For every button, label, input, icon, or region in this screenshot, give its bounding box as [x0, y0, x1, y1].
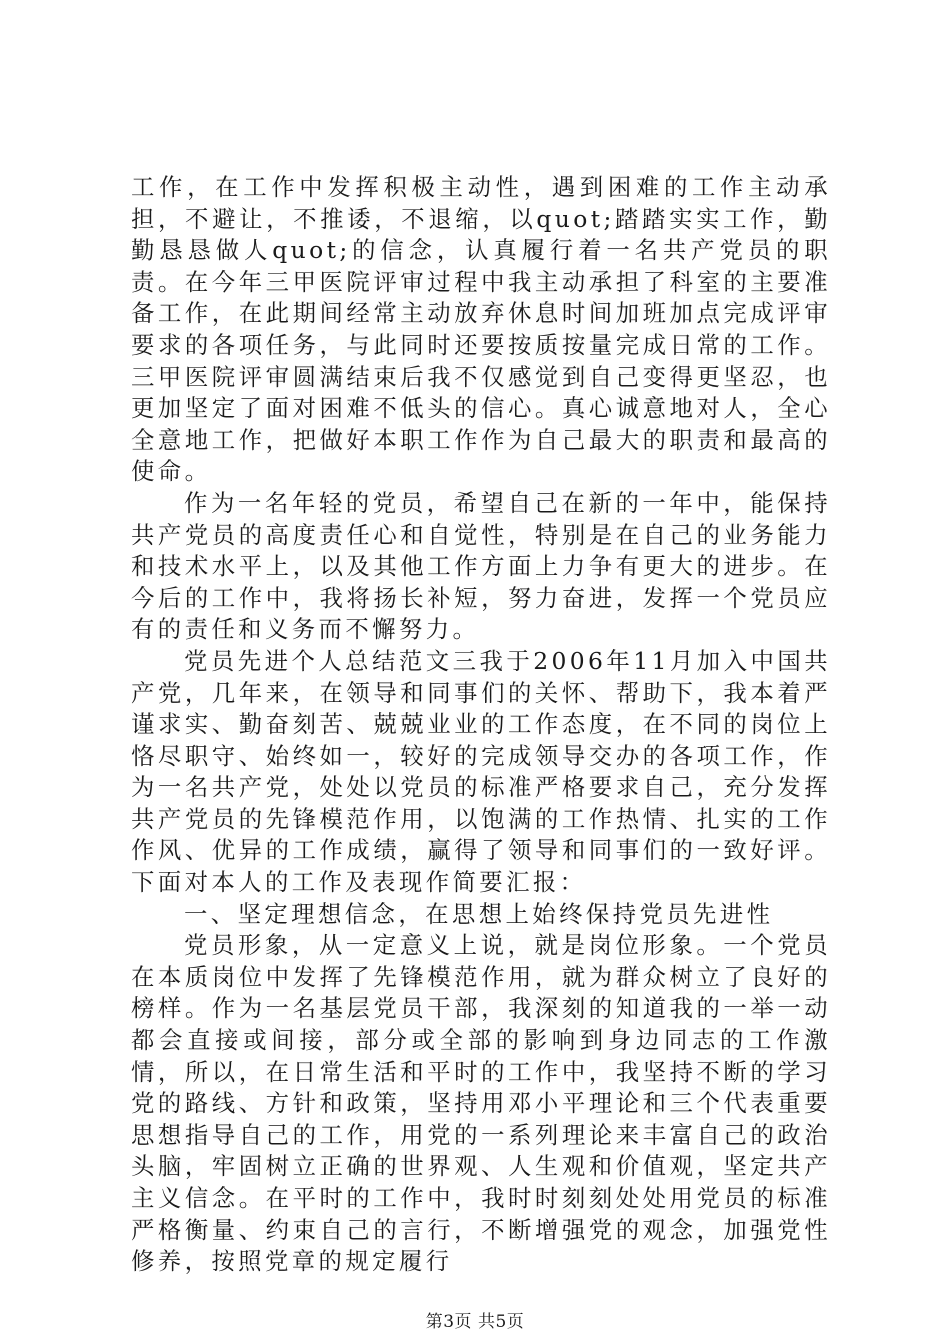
section-heading: 一、坚定理想信念，在思想上始终保持党员先进性 [184, 899, 774, 928]
paragraph-young-member: 作为一名年轻的党员，希望自己在新的一年中，能保持共产党员的高度责任心和自觉性，特别是在自己的业务能力和技术水平上，以及其他工作方面上力争有更大的进步。在今后的工作中，我将扬长补短，努力奋进，发挥一个党员应有的责任和义务而不懈努力。 [131, 488, 831, 644]
document-body [131, 172, 831, 1278]
page-number: 第3页 共5页 [425, 1312, 525, 1332]
paragraph-summary-three: 党员先进个人总结范文三我于2006年11月加入中国共产党，几年来，在领导和同事们的关怀、帮助下，我本着严谨求实、勤奋刻苦、兢兢业业的工作态度，在不同的岗位上恪尽职守、始终如一，较好的完成领导交办的各项工作，作为一名共产党，处处以党员的标准严格要求自己，充分发挥共产党员的先锋模范作用，以饱满的工作热情、扎实的工作作风、优异的工作成绩，赢得了领导和同事们的一致好评。下面对本人的工作及表现作简要汇报： [131, 646, 831, 897]
paragraph-member-image: 党员形象，从一定意义上说，就是岗位形象。一个党员在本质岗位中发挥了先锋模范作用，就为群众树立了良好的榜样。作为一名基层党员干部，我深刻的知道我的一举一动都会直接或间接，部分或全部的影响到身边同志的工作激情，所以，在日常生活和平时的工作中，我坚持不断的学习党的路线、方针和政策，坚持用邓小平理论和三个代表重要思想指导自己的工作，用党的一系列理论来丰富自己的政治头脑，牢固树立正确的世界观、人生观和价值观，坚定共产主义信念。在平时的工作中，我时时刻刻处处用党员的标准严格衡量、约束自己的言行，不断增强党的观念，加强党性修养，按照党章的规定履行 [131, 931, 831, 1276]
paragraph-continuation: 工作，在工作中发挥积极主动性，遇到困难的工作主动承担，不避让，不推诿，不退缩，以quot;踏踏实实工作，勤勤恳恳做人quot;的信念，认真履行着一名共产党员的职责。在今年三甲医院评审过程中我主动承担了科室的主要准备工作，在此期间经常主动放弃休息时间加班加点完成评审要求的各项任务，与此同时还要按质按量完成日常的工作。三甲医院评审圆满结束后我不仅感觉到自己变得更坚忍，也更加坚定了面对困难不低头的信心。真心诚意地对人，全心全意地工作，把做好本职工作作为自己最大的职责和最高的使命。 [131, 173, 831, 486]
